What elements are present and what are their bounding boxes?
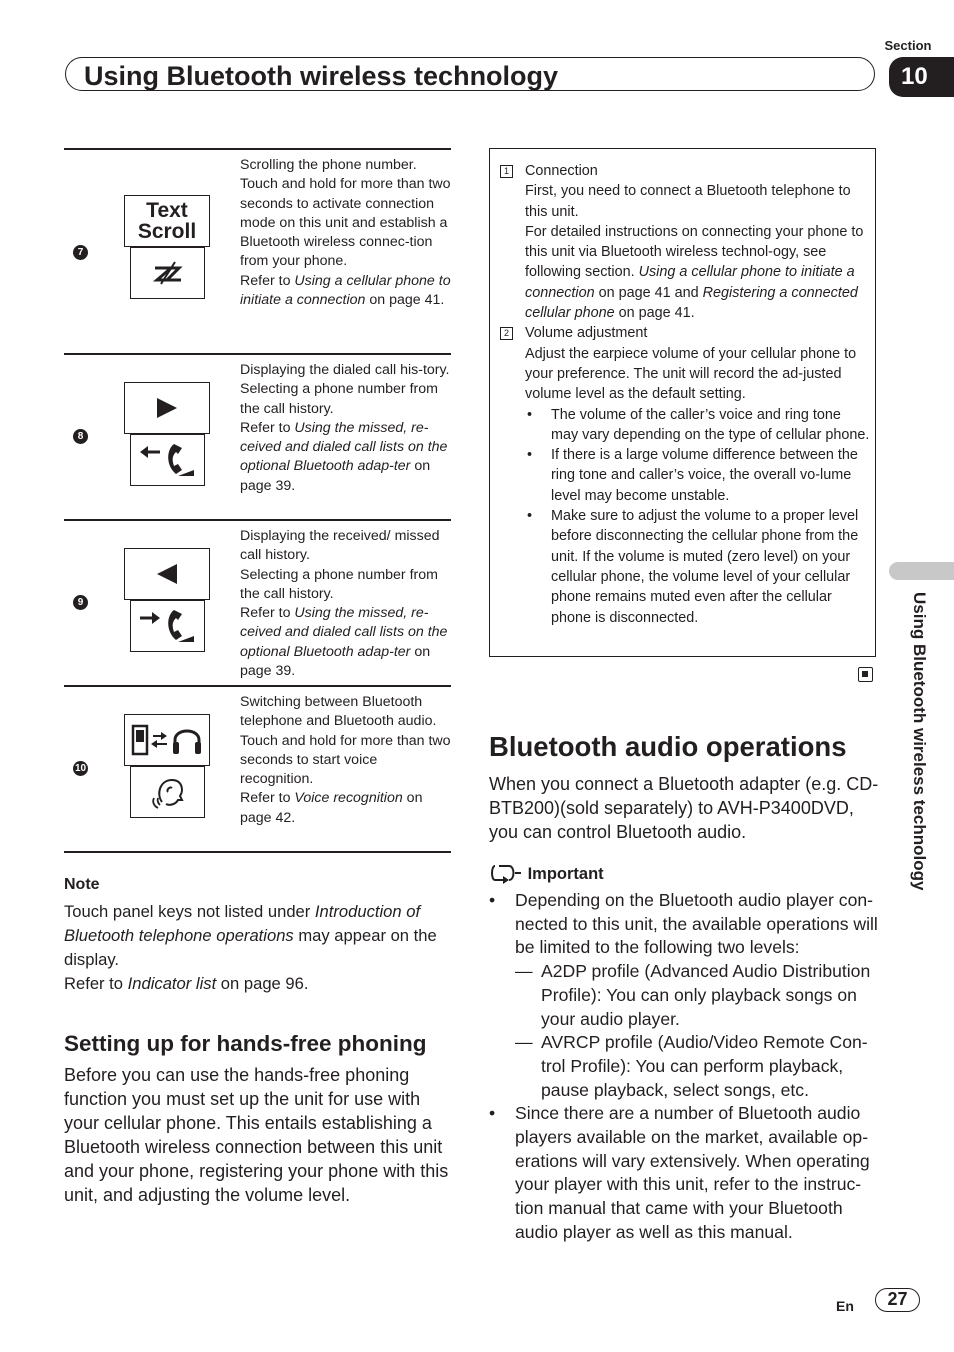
received-call-history-button[interactable] bbox=[130, 600, 205, 652]
dialed-history-key[interactable] bbox=[124, 382, 210, 434]
section-number: 10 bbox=[889, 57, 954, 97]
list-item: • The volume of the caller’s voice and ring tone may vary depending on the type of cellular phone. bbox=[500, 405, 872, 446]
page-number: 27 bbox=[875, 1288, 920, 1312]
received-history-key[interactable] bbox=[124, 548, 210, 600]
text-scroll-label: Text Scroll bbox=[137, 199, 197, 243]
phone-mode-key[interactable] bbox=[130, 247, 205, 299]
row-description: Displaying the received/ missed call history. Selecting a phone number from the call history. Refer to Using the missed, re-ceived and dialed call lists on the optional Bluetooth adap-ter on page 39. bbox=[240, 528, 448, 680]
phone-audio-switch-key[interactable] bbox=[124, 714, 210, 766]
voice-recognition-icon bbox=[148, 772, 188, 812]
hands-free-body: Before you can use the hands-free phoning function you must set up the unit for use with your cellular phone. This entails establishing a Bluetooth wireless connection between this unit and your phone, registering your phone with this unit, and adjusting the volume level. bbox=[64, 1065, 449, 1205]
important-icon bbox=[489, 862, 523, 884]
audio-ops-intro: When you connect a Bluetooth adapter (e.g. CD-BTB200)(sold separately) to AVH-P3400DVD, you can control Bluetooth audio. bbox=[489, 774, 879, 842]
touch-key-table bbox=[64, 148, 451, 853]
list-item: • Make sure to adjust the volume to a proper level before disconnecting the cellular phone from the unit. If the volume is muted (zero level) on your cellular phone, the volume level of your cellular phone remains muted even after the cellular phone is disconnected. bbox=[500, 506, 872, 628]
side-tab-marker bbox=[889, 562, 954, 580]
page-title: Using Bluetooth wireless technology bbox=[84, 61, 559, 91]
play-right-icon bbox=[155, 397, 179, 419]
phone-mode-icon bbox=[151, 258, 185, 288]
play-left-icon bbox=[155, 563, 179, 585]
important-list bbox=[489, 889, 881, 1245]
table-row bbox=[64, 519, 451, 685]
language-label: En bbox=[836, 1298, 854, 1314]
list-item: • Since there are a number of Bluetooth audio players available on the market, available op-erations will vary extensively. When operating your player with this unit, refer to the instruc-tion manual that came with your Bluetooth audio player as well as this manual. bbox=[489, 1102, 881, 1244]
row-number: 8 bbox=[73, 429, 88, 444]
row-number: 7 bbox=[73, 245, 88, 260]
audio-ops-heading: Bluetooth audio operations bbox=[489, 731, 847, 762]
table-row bbox=[64, 148, 451, 353]
row-description: Switching between Bluetooth telephone and Bluetooth audio. Touch and hold for more than two seconds to start voice recognition. Refer to Voice recognition on page 42. bbox=[240, 694, 451, 826]
row-number: 10 bbox=[74, 763, 87, 774]
section-label: Section bbox=[884, 38, 932, 53]
end-of-section-icon bbox=[858, 667, 873, 682]
list-item: • If there is a large volume difference between the ring tone and caller’s voice, the overall vo-lume level may become unstable. bbox=[500, 445, 872, 506]
note-body: Touch panel keys not listed under Introduction of Bluetooth telephone operations may appear on the display. Refer to Indicator list on page 96. bbox=[64, 902, 437, 993]
step-connection: 1 Connection bbox=[500, 161, 872, 181]
setup-steps: 1 Connection First, you need to connect a Bluetooth telephone to this unit. For detailed instructions on connecting your phone to this unit via Bluetooth wireless technol-ogy, see following section. Using a cellular phone to initiate a connection on page 41 and Registering a connected cellular phone on page 41. 2 Volume adjustment Adjust the earpiece volume of your cellular phone to your preference. The unit will record the ad-justed volume level as the default setting. • The volume of the caller’s voice and ring tone may vary depending on the type of cellular phone. • If there is a large volume difference between the ring tone and caller’s voice, the overall vo-lume level may become unstable. • Make sure to adjust the volume to a proper level before disconnecting the cellular phone from the unit. If the volume is muted (zero level) on your cellular phone, the volume level of your cellular phone remains muted even after the cellular phone is disconnected. bbox=[500, 161, 872, 628]
list-item: • Depending on the Bluetooth audio player con-nected to this unit, the available operations will be limited to the following two levels: bbox=[489, 889, 881, 960]
step-number: 1 bbox=[500, 165, 513, 178]
step-volume: 2 Volume adjustment bbox=[500, 323, 872, 343]
row-description: Displaying the dialed call his-tory. Selecting a phone number from the call history. Refer to Using the missed, re-ceived and dialed call lists on the optional Bluetooth adap-ter on page 39. bbox=[240, 362, 450, 494]
received-call-history-icon bbox=[138, 606, 198, 646]
table-row bbox=[64, 353, 451, 519]
voice-recognition-button[interactable] bbox=[130, 766, 205, 818]
side-tab-title: Using Bluetooth wireless technology bbox=[910, 592, 929, 891]
row-description: Scrolling the phone number. Touch and hold for more than two seconds to activate connection mode on this unit and establish a Bluetooth wireless connec-tion from your phone. Refer to Using a cellular phone to initiate a connection on page 41. bbox=[240, 157, 451, 309]
list-item: — A2DP profile (Advanced Audio Distribution Profile): You can only playback songs on your audio player. bbox=[489, 960, 881, 1031]
hands-free-heading: Setting up for hands-free phoning bbox=[64, 1031, 427, 1056]
important-heading: Important bbox=[489, 862, 604, 884]
dialed-call-history-icon bbox=[138, 440, 198, 480]
dialed-call-history-button[interactable] bbox=[130, 434, 205, 486]
note-heading: Note bbox=[64, 876, 100, 893]
row-number: 9 bbox=[73, 595, 88, 610]
list-item: — AVRCP profile (Audio/Video Remote Con-trol Profile): You can perform playback, pause playback, select songs, etc. bbox=[489, 1031, 881, 1102]
step-number: 2 bbox=[500, 327, 513, 340]
text-scroll-key[interactable] bbox=[124, 195, 210, 247]
phone-audio-switch-icon bbox=[129, 720, 205, 760]
table-row bbox=[64, 685, 451, 853]
